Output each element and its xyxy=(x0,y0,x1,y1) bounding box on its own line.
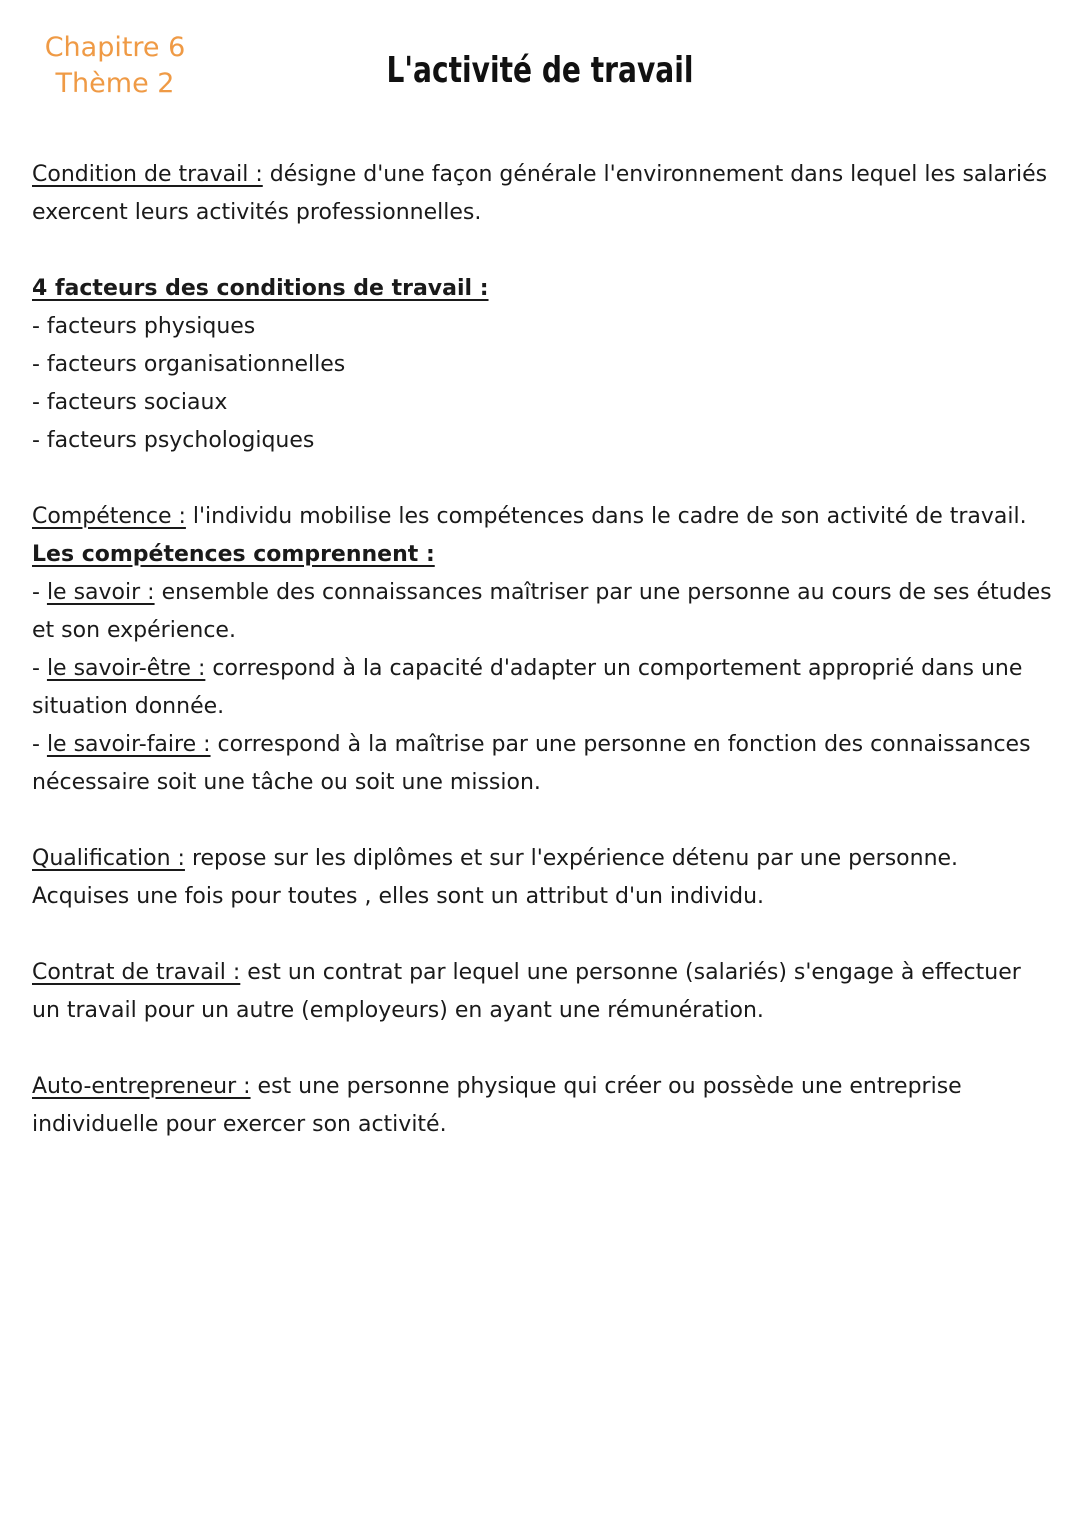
savoir-faire-term: le savoir-faire : xyxy=(46,732,211,757)
facteur-item: - facteurs organisationnelles xyxy=(32,352,346,377)
theme-number: Thème 2 xyxy=(55,68,175,99)
condition-term: Condition de travail : xyxy=(32,162,263,187)
competence-item xyxy=(32,574,1052,650)
savoir-etre-definition: correspond à la capacité d'adapter un comportement approprié dans une situation donnée. xyxy=(32,656,1023,719)
competence-item xyxy=(32,650,1052,726)
savoir-etre-term: le savoir-être : xyxy=(46,656,206,681)
auto-entrepreneur-paragraph xyxy=(32,1068,1052,1144)
facteur-item: - facteurs psychologiques xyxy=(32,428,315,453)
condition-paragraph xyxy=(32,156,1052,232)
facteur-item: - facteurs physiques xyxy=(32,314,256,339)
contrat-term: Contrat de travail : xyxy=(32,960,241,985)
savoir-definition: ensemble des connaissances maîtriser par une personne au cours de ses études et son expérience. xyxy=(32,580,1052,643)
item-dash: - xyxy=(32,656,47,681)
competence-term: Compétence : xyxy=(32,504,186,529)
document-body xyxy=(32,156,1052,1144)
item-dash: - xyxy=(32,580,47,605)
chapter-label xyxy=(40,30,190,102)
competence-definition: l'individu mobilise les compétences dans le cadre de son activité de travail. xyxy=(185,504,1027,529)
page-title: L'activité de travail xyxy=(386,50,694,91)
auto-entrepreneur-definition: est une personne physique qui créer ou possède une entreprise individuelle pour exercer son activité. xyxy=(32,1074,962,1137)
contrat-paragraph xyxy=(32,954,1052,1030)
competence-paragraph xyxy=(32,498,1052,536)
auto-entrepreneur-term: Auto-entrepreneur : xyxy=(32,1074,251,1099)
facteur-item: - facteurs sociaux xyxy=(32,390,228,415)
qualification-definition: repose sur les diplômes et sur l'expérience détenu par une personne. Acquises une fois pour toutes , elles sont un attribut d'un individu. xyxy=(32,846,959,909)
savoir-term: le savoir : xyxy=(46,580,155,605)
qualification-term: Qualification : xyxy=(32,846,185,871)
qualification-paragraph xyxy=(32,840,1052,916)
contrat-definition: est un contrat par lequel une personne (salariés) s'engage à effectuer un travail pour un autre (employeurs) en ayant une rémunération. xyxy=(32,960,1021,1023)
competences-subheading: Les compétences comprennent : xyxy=(32,542,435,567)
competence-item xyxy=(32,726,1052,802)
savoir-faire-definition: correspond à la maîtrise par une personne en fonction des connaissances nécessaire soit une tâche ou soit une mission. xyxy=(32,732,1031,795)
chapter-number: Chapitre 6 xyxy=(44,32,186,63)
condition-definition: désigne d'une façon générale l'environnement dans lequel les salariés exercent leurs activités professionnelles. xyxy=(32,162,1048,225)
item-dash: - xyxy=(32,732,47,757)
facteurs-heading: 4 facteurs des conditions de travail : xyxy=(32,276,489,301)
